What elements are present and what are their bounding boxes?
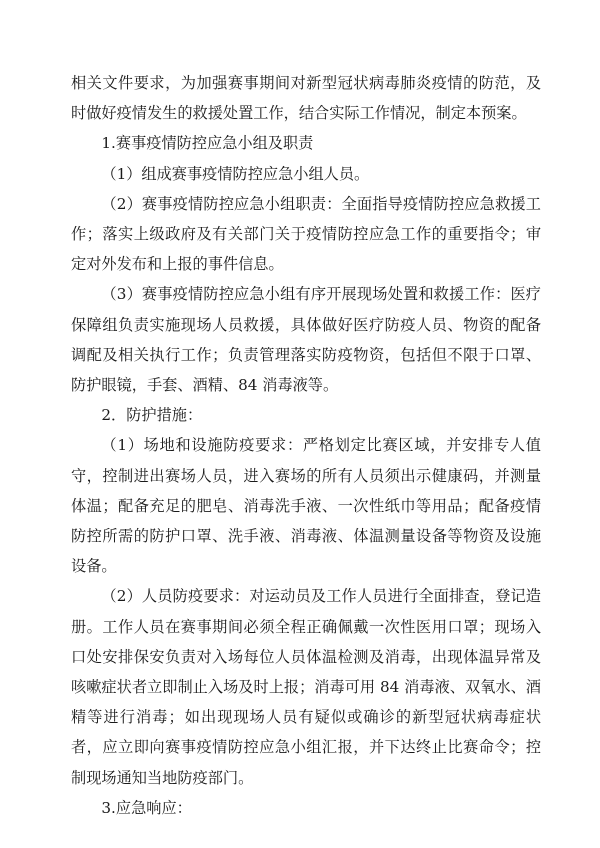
section-heading-protective-measures: 2．防护措施： <box>101 406 203 425</box>
paragraph-venue-requirements: （1）场地和设施防疫要求：严格划定比赛区域，并安排专人值守，控制进出赛场人员，进入赛场的所有人员须出示健康码，并测量体温；配备充足的肥皂、消毒洗手液、一次性纸巾等用品；配备疫情防控所需的防护口罩、洗手液、消毒液、体温测量设备等物资及设施设备。 <box>71 436 541 576</box>
paragraph-team-duties: （2）赛事疫情防控应急小组职责：全面指导疫情防控应急救援工作；落实上级政府及有关部门关于疫情防控应急工作的重要指令；审定对外发布和上报的事件信息。 <box>71 194 541 274</box>
paragraph-personnel-requirements: （2）人员防疫要求：对运动员及工作人员进行全面排查，登记造册。工作人员在赛事期间必须全程正确佩戴一次性医用口罩；现场入口处安排保安负责对入场每位人员体温检测及消毒，出现体温异常及咳嗽症状者立即制止入场及时上报；消毒可用 84 消毒液、双氧水、酒精等进行消毒；如出现现场人员有疑似或确诊的新型冠状病毒症状者，应立即向赛事疫情防控应急小组汇报，并下达终止比赛命令；控制现场通知当地防疫部门。 <box>71 587 541 787</box>
paragraph-intro-continuation: 相关文件要求，为加强赛事期间对新型冠状病毒肺炎疫情的防范，及时做好疫情发生的救援处置工作，结合实际工作情况，制定本预案。 <box>71 74 541 123</box>
paragraph-team-members: （1）组成赛事疫情防控应急小组人员。 <box>101 164 370 183</box>
section-heading-emergency-response: 3.应急响应： <box>101 798 192 817</box>
document-body <box>71 68 541 823</box>
section-heading-emergency-team: 1.赛事疫情防控应急小组及职责 <box>101 134 314 153</box>
paragraph-onsite-response: （3）赛事疫情防控应急小组有序开展现场处置和救援工作：医疗保障组负责实施现场人员救援，具体做好医疗防疫人员、物资的配备调配及相关执行工作；负责管理落实防疫物资，包括但不限于口罩、防护眼镜，手套、酒精、84 消毒液等。 <box>71 285 541 395</box>
